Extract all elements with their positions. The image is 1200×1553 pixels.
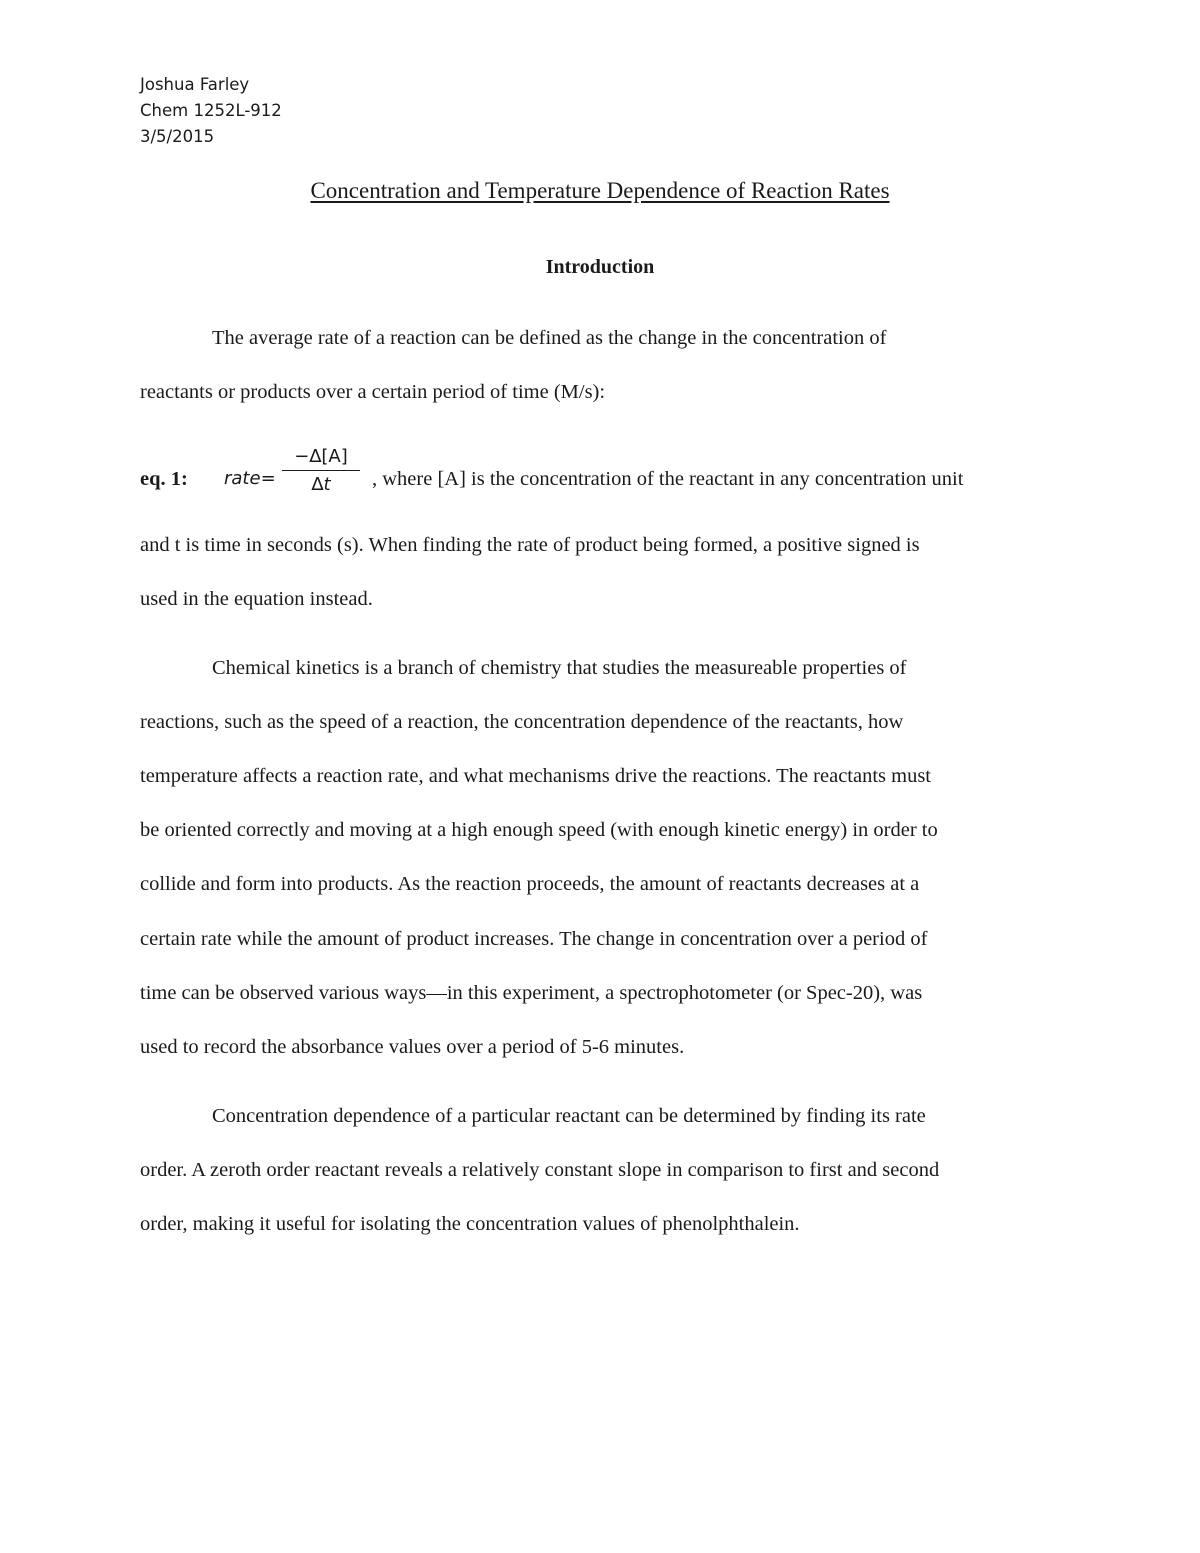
author-name: Joshua Farley: [140, 75, 250, 94]
paragraph-line: certain rate while the amount of product increases. The change in concentration over a period of: [140, 928, 928, 950]
equation-numerator: −∆[A]: [282, 446, 360, 471]
equation-1: [140, 446, 1060, 506]
header-block: [140, 72, 282, 150]
equation-lhs: rate=: [224, 468, 276, 489]
section-heading: Introduction: [545, 256, 655, 278]
paragraph-line: reactions, such as the speed of a reaction, the concentration dependence of the reactants, how: [140, 711, 904, 733]
equation-description: , where [A] is the concentration of the reactant in any concentration unit: [372, 468, 964, 490]
paragraph-line: collide and form into products. As the reaction proceeds, the amount of reactants decreases at a: [140, 873, 920, 895]
equation-fraction: [282, 446, 360, 495]
paragraph-line: used to record the absorbance values over a period of 5-6 minutes.: [140, 1036, 685, 1058]
paragraph-line: be oriented correctly and moving at a high enough speed (with enough kinetic energy) in order to: [140, 819, 938, 841]
paragraph-line: time can be observed various ways—in this experiment, a spectrophotometer (or Spec-20), was: [140, 982, 923, 1004]
equation-label: eq. 1:: [140, 468, 188, 490]
paragraph-line: and t is time in seconds (s). When finding the rate of product being formed, a positive signed is: [140, 534, 920, 556]
paragraph-line: order, making it useful for isolating the concentration values of phenolphthalein.: [140, 1213, 800, 1235]
paragraph-line: temperature affects a reaction rate, and what mechanisms drive the reactions. The reactants must: [140, 765, 932, 787]
document-date: 3/5/2015: [140, 127, 215, 146]
equation-denominator: ∆t: [311, 474, 331, 495]
paragraph-line: The average rate of a reaction can be defined as the change in the concentration of: [212, 327, 887, 349]
paragraph-line: used in the equation instead.: [140, 588, 373, 610]
paragraph-line: order. A zeroth order reactant reveals a relatively constant slope in comparison to first and second: [140, 1159, 940, 1181]
paragraph-line: Concentration dependence of a particular reactant can be determined by finding its rate: [212, 1105, 926, 1127]
paragraph-line: Chemical kinetics is a branch of chemistry that studies the measureable properties of: [212, 657, 907, 679]
document-title: Concentration and Temperature Dependence of Reaction Rates: [310, 178, 890, 203]
paragraph-line: reactants or products over a certain period of time (M/s):: [140, 381, 606, 403]
course-code: Chem 1252L-912: [140, 101, 282, 120]
